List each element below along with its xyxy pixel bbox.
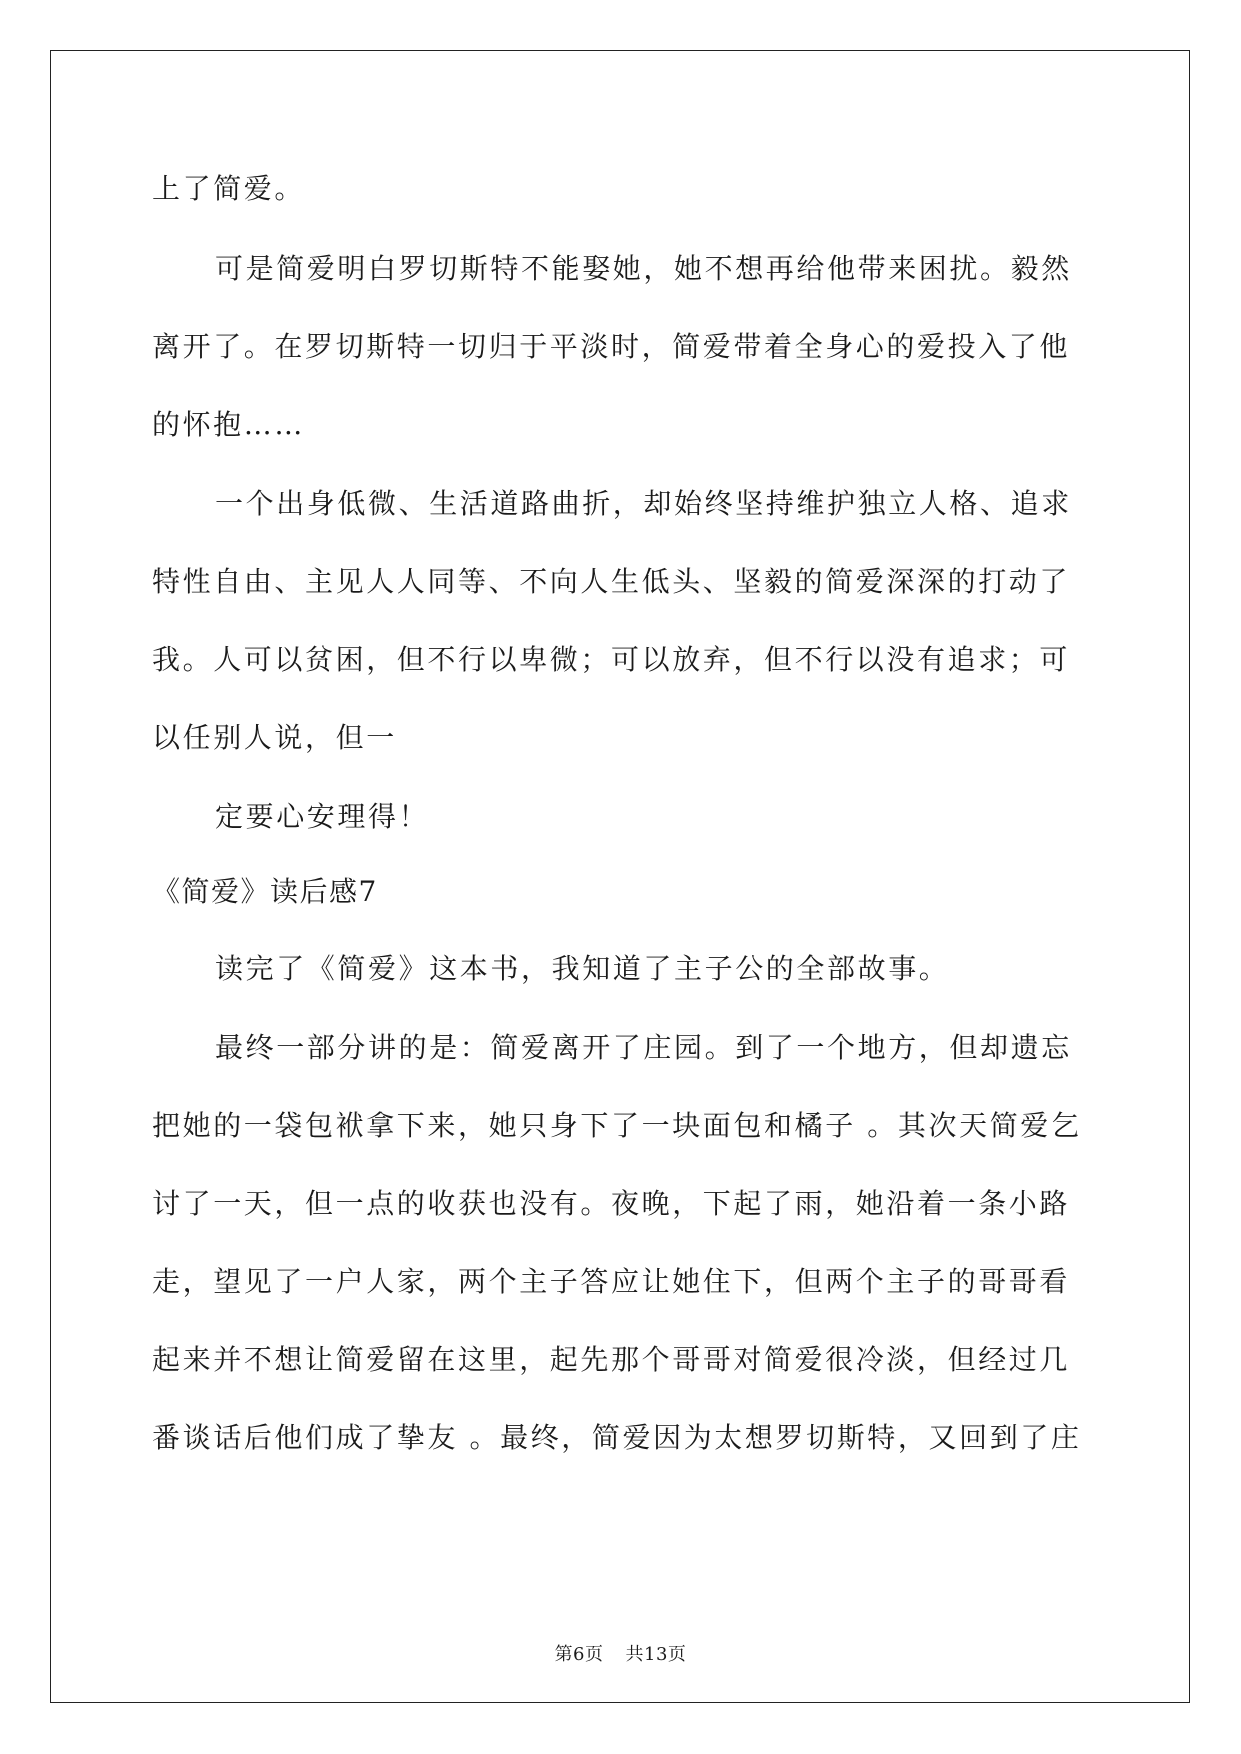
paragraph-line: 起来并不想让简爱留在这里，起先那个哥哥对简爱很冷淡，但经过几 [152, 1343, 1071, 1376]
paragraph-line: 定要心安理得！ [215, 800, 430, 833]
paragraph-line: 我。人可以贫困，但不行以卑微；可以放弃，但不行以没有追求；可 [152, 643, 1071, 676]
paragraph-line: 特性自由、主见人人同等、不向人生低头、坚毅的简爱深深的打动了 [152, 565, 1071, 598]
paragraph-line: 把她的一袋包袱拿下来，她只身下了一块面包和橘子 。其次天简爱乞 [152, 1109, 1082, 1142]
paragraph-line: 走，望见了一户人家，两个主子答应让她住下，但两个主子的哥哥看 [152, 1265, 1071, 1298]
paragraph-line: 番谈话后他们成了挚友 。最终，简爱因为太想罗切斯特，又回到了庄 [152, 1421, 1082, 1454]
paragraph-line: 以任别人说，但一 [152, 721, 397, 754]
paragraph-line: 最终一部分讲的是：简爱离开了庄园。到了一个地方，但却遗忘 [215, 1031, 1072, 1064]
page-number: 第6页 [554, 1644, 604, 1665]
paragraph-line: 一个出身低微、生活道路曲折，却始终坚持维护独立人格、追求 [215, 487, 1072, 520]
paragraph-line: 的怀抱…… [152, 408, 306, 441]
paragraph-line: 讨了一天，但一点的收获也没有。夜晚，下起了雨，她沿着一条小路 [152, 1187, 1071, 1220]
page-total: 共13页 [625, 1644, 687, 1665]
paragraph-line: 上了简爱。 [152, 172, 306, 205]
paragraph-line: 离开了。在罗切斯特一切归于平淡时，简爱带着全身心的爱投入了他 [152, 330, 1071, 363]
paragraph-line: 可是简爱明白罗切斯特不能娶她，她不想再给他带来困扰。毅然 [215, 252, 1072, 285]
page-footer [0, 1640, 1241, 1666]
paragraph-line: 读完了《简爱》这本书，我知道了主子公的全部故事。 [215, 952, 950, 985]
section-heading: 《简爱》读后感7 [152, 875, 378, 908]
